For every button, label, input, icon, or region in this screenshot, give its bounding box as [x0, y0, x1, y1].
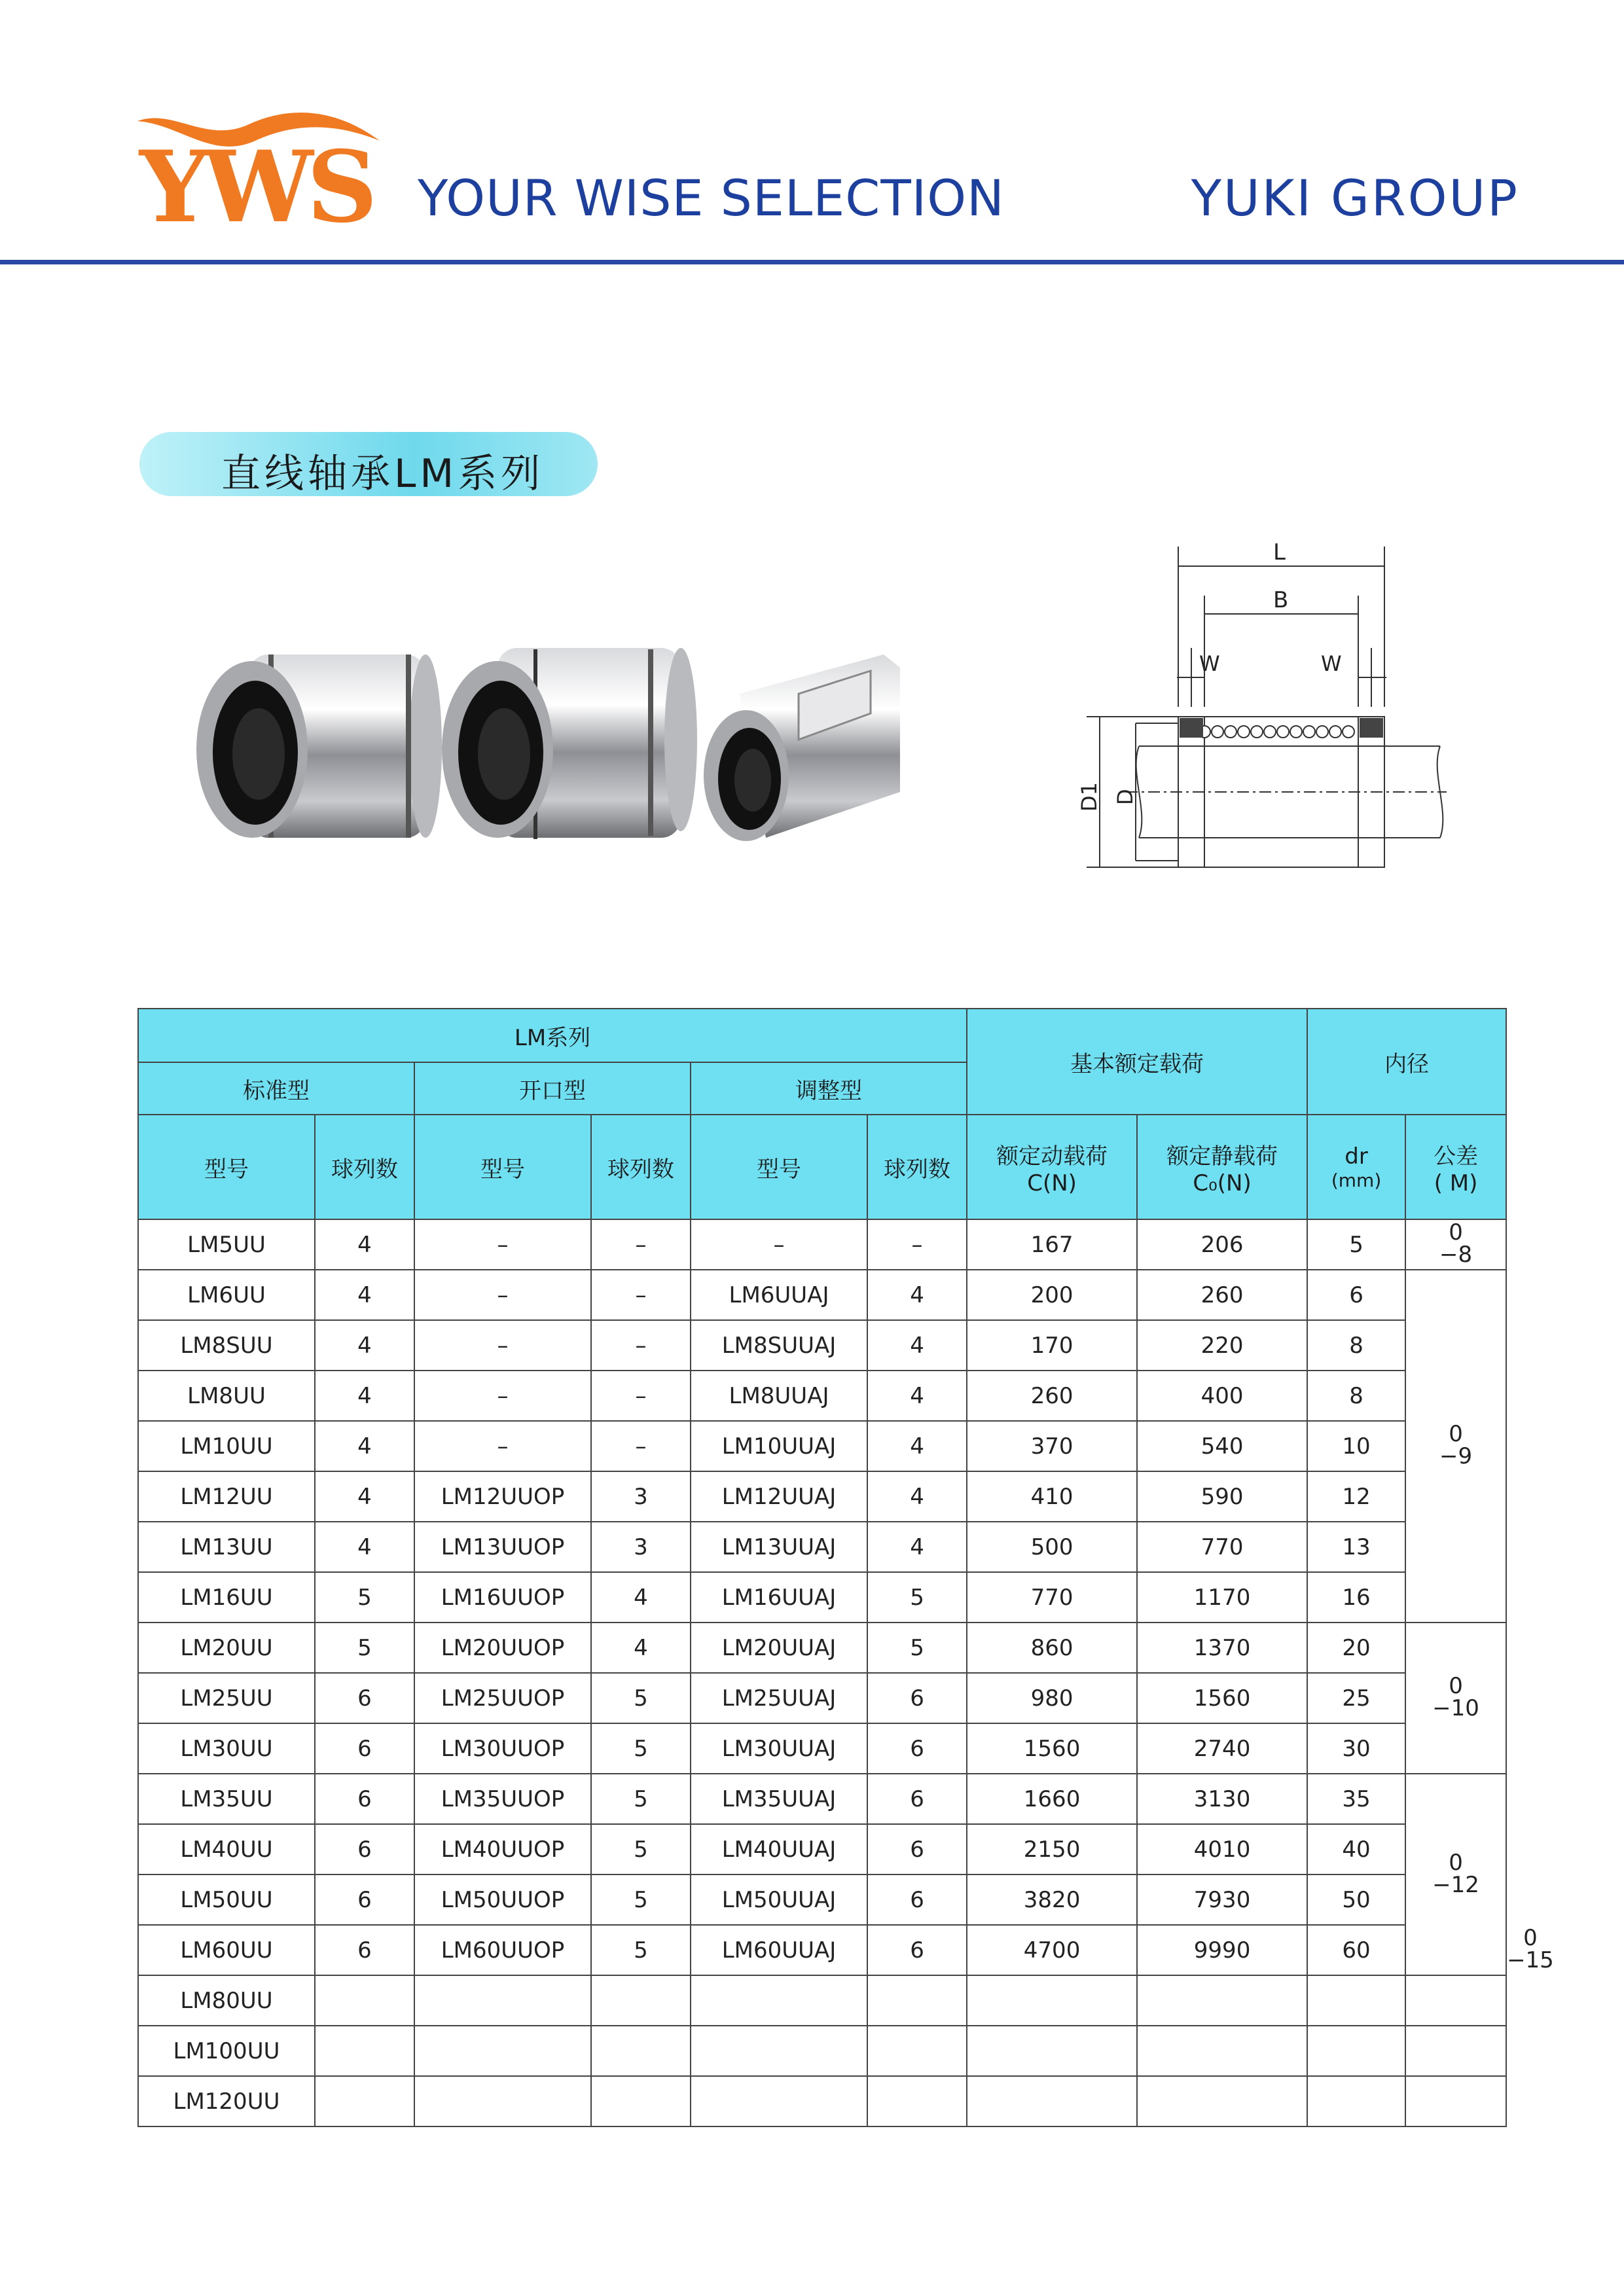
cell-open_b: 5	[591, 1925, 691, 1975]
cell-c0: 770	[1137, 1522, 1307, 1572]
header-lm-series: LM系列	[138, 1009, 967, 1062]
cell-adj: LM6UUAJ	[691, 1270, 867, 1320]
table-row	[138, 1320, 1506, 1371]
tolerance-upper: 0	[1449, 1849, 1463, 1876]
cell-std_b	[315, 2076, 414, 2126]
tolerance-upper: 0	[1523, 1925, 1538, 1951]
cell-std_b: 4	[315, 1219, 414, 1270]
tolerance-upper: 0	[1449, 1421, 1463, 1447]
cell-c0: 1560	[1137, 1673, 1307, 1723]
page-header	[0, 0, 1624, 268]
cell-open: –	[414, 1219, 591, 1270]
label-D: D	[1113, 789, 1138, 805]
header-dr	[1307, 1115, 1405, 1219]
cell-dr: 13	[1307, 1522, 1405, 1572]
static-load-label: 额定静载荷	[1166, 1143, 1278, 1170]
cell-adj: LM10UUAJ	[691, 1421, 867, 1471]
cell-c0: 260	[1137, 1270, 1307, 1320]
cell-adj	[691, 2026, 867, 2076]
cell-std: LM60UU	[138, 1925, 315, 1975]
cell-std: LM25UU	[138, 1673, 315, 1723]
cell-adj: LM16UUAJ	[691, 1572, 867, 1623]
cell-std: LM16UU	[138, 1572, 315, 1623]
cell-c: 3820	[967, 1874, 1137, 1925]
cell-c0	[1137, 2026, 1307, 2076]
label-L: L	[1273, 539, 1286, 565]
cell-dr	[1307, 2076, 1405, 2126]
cell-c0: 206	[1137, 1219, 1307, 1270]
table-row	[138, 2026, 1506, 2076]
header-adj-balls: 球列数	[867, 1115, 967, 1219]
cell-tolerance	[1405, 2026, 1506, 2076]
cell-open_b: 5	[591, 1774, 691, 1824]
cell-adj: LM8UUAJ	[691, 1371, 867, 1421]
cell-tolerance	[1405, 1975, 1506, 2026]
cell-dr: 8	[1307, 1320, 1405, 1371]
cell-dr	[1307, 1975, 1405, 2026]
cell-open: LM35UUOP	[414, 1774, 591, 1824]
cell-std: LM120UU	[138, 2076, 315, 2126]
cell-adj_b: 5	[867, 1623, 967, 1673]
label-D1: D1	[1077, 782, 1102, 812]
cell-open: LM60UUOP	[414, 1925, 591, 1975]
section-title: 直线轴承LM系列	[221, 451, 545, 497]
cell-dr: 6	[1307, 1270, 1405, 1320]
header-basic-load: 基本额定载荷	[967, 1009, 1307, 1115]
dynamic-load-unit: C(N)	[1027, 1170, 1077, 1196]
cell-open: LM30UUOP	[414, 1723, 591, 1774]
table-row	[138, 1471, 1506, 1522]
tolerance-lower: −9	[1439, 1443, 1473, 1469]
static-load-unit: C₀(N)	[1193, 1170, 1252, 1196]
table-row	[138, 1874, 1506, 1925]
cell-adj: LM20UUAJ	[691, 1623, 867, 1673]
table-row	[138, 2076, 1506, 2126]
cell-c0: 220	[1137, 1320, 1307, 1371]
cell-open: LM25UUOP	[414, 1673, 591, 1723]
cell-adj_b	[867, 2026, 967, 2076]
cell-tolerance	[1405, 1219, 1506, 1270]
cell-dr: 30	[1307, 1723, 1405, 1774]
table-row	[138, 1774, 1506, 1824]
cell-std_b: 5	[315, 1572, 414, 1623]
tolerance-upper: 0	[1449, 1673, 1463, 1699]
cell-c: 500	[967, 1522, 1137, 1572]
cell-open_b	[591, 1975, 691, 2026]
cell-adj	[691, 1975, 867, 2026]
header-tolerance	[1405, 1115, 1506, 1219]
bearing-photo-adjustable	[442, 648, 697, 839]
cell-std_b: 4	[315, 1522, 414, 1572]
cell-adj: LM40UUAJ	[691, 1824, 867, 1874]
cell-std: LM12UU	[138, 1471, 315, 1522]
cell-c: 170	[967, 1320, 1137, 1371]
cell-c: 410	[967, 1471, 1137, 1522]
header-adjustable: 调整型	[691, 1062, 967, 1115]
cell-open_b: 5	[591, 1723, 691, 1774]
cell-dr: 16	[1307, 1572, 1405, 1623]
cell-c0: 9990	[1137, 1925, 1307, 1975]
cell-adj_b: 4	[867, 1371, 967, 1421]
cell-adj_b: 4	[867, 1471, 967, 1522]
cell-c: 370	[967, 1421, 1137, 1471]
cell-open_b: 4	[591, 1572, 691, 1623]
header-bore: 内径	[1307, 1009, 1506, 1115]
cell-std: LM10UU	[138, 1421, 315, 1471]
cell-c0: 1170	[1137, 1572, 1307, 1623]
table-row	[138, 1270, 1506, 1320]
table-row	[138, 1975, 1506, 2026]
cell-open_b: –	[591, 1270, 691, 1320]
dr-unit: (mm)	[1331, 1169, 1382, 1191]
table-row	[138, 1219, 1506, 1270]
tolerance-lower: −8	[1439, 1242, 1473, 1268]
cell-c	[967, 1975, 1137, 2026]
cell-adj: LM12UUAJ	[691, 1471, 867, 1522]
table-row	[138, 1673, 1506, 1723]
cell-open: LM50UUOP	[414, 1874, 591, 1925]
table-row	[138, 1723, 1506, 1774]
cell-std_b	[315, 1975, 414, 2026]
cell-dr: 12	[1307, 1471, 1405, 1522]
cell-adj_b	[867, 2076, 967, 2126]
label-W-right: W	[1321, 651, 1342, 676]
cell-open_b: 5	[591, 1874, 691, 1925]
cell-c0: 2740	[1137, 1723, 1307, 1774]
cell-open_b: –	[591, 1371, 691, 1421]
cell-adj: LM60UUAJ	[691, 1925, 867, 1975]
svg-text:YWS: YWS	[139, 130, 371, 229]
cell-open: –	[414, 1320, 591, 1371]
cell-open_b: 5	[591, 1673, 691, 1723]
tolerance-upper: 0	[1449, 1219, 1463, 1246]
cell-adj_b: 4	[867, 1522, 967, 1572]
dimension-diagram	[1008, 537, 1453, 884]
cell-std: LM8UU	[138, 1371, 315, 1421]
cell-adj_b: 6	[867, 1723, 967, 1774]
cell-std: LM30UU	[138, 1723, 315, 1774]
cell-adj	[691, 2076, 867, 2126]
cell-c0: 7930	[1137, 1874, 1307, 1925]
cell-open_b	[591, 2076, 691, 2126]
cell-c	[967, 2076, 1137, 2126]
cell-c0: 540	[1137, 1421, 1307, 1471]
cell-tolerance	[1405, 1623, 1506, 1774]
cell-adj_b: 6	[867, 1824, 967, 1874]
yws-logo	[134, 105, 383, 229]
cell-open	[414, 2026, 591, 2076]
cell-std_b: 5	[315, 1623, 414, 1673]
tolerance-lower: −10	[1432, 1695, 1479, 1721]
cell-open_b: –	[591, 1219, 691, 1270]
cell-open: LM40UUOP	[414, 1824, 591, 1874]
table-row	[138, 1371, 1506, 1421]
tolerance-unit: ( M)	[1434, 1170, 1478, 1196]
cell-c: 2150	[967, 1824, 1137, 1874]
cell-adj: LM30UUAJ	[691, 1723, 867, 1774]
cell-std: LM40UU	[138, 1824, 315, 1874]
cell-open: LM16UUOP	[414, 1572, 591, 1623]
cell-dr: 60	[1307, 1925, 1405, 1975]
cell-adj_b: 6	[867, 1874, 967, 1925]
table-row	[138, 1522, 1506, 1572]
cell-c0: 4010	[1137, 1824, 1307, 1874]
label-B: B	[1273, 587, 1289, 613]
group-name: YUKI GROUP	[1191, 169, 1519, 227]
cell-adj_b: 5	[867, 1572, 967, 1623]
cell-dr: 40	[1307, 1824, 1405, 1874]
cell-std: LM35UU	[138, 1774, 315, 1824]
product-photos	[190, 641, 956, 864]
table-row	[138, 1824, 1506, 1874]
cell-adj_b: 6	[867, 1774, 967, 1824]
cell-adj: LM35UUAJ	[691, 1774, 867, 1824]
cell-c: 200	[967, 1270, 1137, 1320]
cell-tolerance	[1405, 1270, 1506, 1623]
cell-adj_b: 4	[867, 1421, 967, 1471]
table-row	[138, 1925, 1506, 1975]
cell-dr	[1307, 2026, 1405, 2076]
cell-c: 980	[967, 1673, 1137, 1723]
cell-open_b: 5	[591, 1824, 691, 1874]
tolerance-label: 公差	[1434, 1143, 1479, 1170]
cell-c0: 3130	[1137, 1774, 1307, 1824]
cell-c0: 590	[1137, 1471, 1307, 1522]
cell-adj_b: 6	[867, 1673, 967, 1723]
cell-std_b	[315, 2026, 414, 2076]
cell-std_b: 6	[315, 1673, 414, 1723]
cell-adj_b: 4	[867, 1270, 967, 1320]
cell-std_b: 6	[315, 1723, 414, 1774]
cell-std: LM6UU	[138, 1270, 315, 1320]
cell-std: LM13UU	[138, 1522, 315, 1572]
cell-c: 860	[967, 1623, 1137, 1673]
dr-label: dr	[1344, 1143, 1368, 1170]
tolerance-lower: −12	[1432, 1871, 1479, 1898]
cell-adj: LM8SUUAJ	[691, 1320, 867, 1371]
slogan: YOUR WISE SELECTION	[418, 169, 1005, 227]
cell-c	[967, 2026, 1137, 2076]
cell-std: LM5UU	[138, 1219, 315, 1270]
cell-adj: LM50UUAJ	[691, 1874, 867, 1925]
cell-std: LM8SUU	[138, 1320, 315, 1371]
cell-c0: 400	[1137, 1371, 1307, 1421]
cell-open_b: –	[591, 1421, 691, 1471]
cell-adj_b: –	[867, 1219, 967, 1270]
spec-table	[137, 1008, 1554, 2127]
cell-dr: 20	[1307, 1623, 1405, 1673]
cell-c: 770	[967, 1572, 1137, 1623]
cell-dr: 5	[1307, 1219, 1405, 1270]
cell-std_b: 4	[315, 1320, 414, 1371]
cell-std: LM50UU	[138, 1874, 315, 1925]
cell-open_b	[591, 2026, 691, 2076]
header-std-model: 型号	[138, 1115, 315, 1219]
cell-std_b: 4	[315, 1371, 414, 1421]
section-title-pill	[139, 432, 598, 496]
header-standard: 标准型	[138, 1062, 414, 1115]
cell-open: –	[414, 1421, 591, 1471]
cell-open: –	[414, 1371, 591, 1421]
cell-std: LM100UU	[138, 2026, 315, 2076]
cell-std_b: 6	[315, 1774, 414, 1824]
cell-std_b: 4	[315, 1270, 414, 1320]
cell-dr: 25	[1307, 1673, 1405, 1723]
cell-std_b: 6	[315, 1824, 414, 1874]
cell-std: LM80UU	[138, 1975, 315, 2026]
label-W-left: W	[1199, 651, 1220, 676]
table-row	[138, 1421, 1506, 1471]
cell-adj_b: 4	[867, 1320, 967, 1371]
cell-c0	[1137, 1975, 1307, 2026]
dynamic-load-label: 额定动载荷	[996, 1143, 1108, 1170]
header-dynamic-load	[967, 1115, 1137, 1219]
table-row	[138, 1572, 1506, 1623]
cell-c: 4700	[967, 1925, 1137, 1975]
cell-std_b: 6	[315, 1925, 414, 1975]
cell-open: LM13UUOP	[414, 1522, 591, 1572]
cell-open_b: 3	[591, 1471, 691, 1522]
cell-dr: 50	[1307, 1874, 1405, 1925]
cell-open_b: 3	[591, 1522, 691, 1572]
cell-std_b: 4	[315, 1471, 414, 1522]
cell-open: LM12UUOP	[414, 1471, 591, 1522]
cell-tolerance	[1405, 1774, 1506, 1975]
header-open: 开口型	[414, 1062, 691, 1115]
cell-c: 260	[967, 1371, 1137, 1421]
spec-table-body	[138, 1219, 1554, 2126]
cell-dr: 10	[1307, 1421, 1405, 1471]
bearing-photo-open	[704, 655, 900, 841]
cell-c: 1560	[967, 1723, 1137, 1774]
cell-c0	[1137, 2076, 1307, 2126]
cell-open: –	[414, 1270, 591, 1320]
cell-adj: –	[691, 1219, 867, 1270]
cell-std: LM20UU	[138, 1623, 315, 1673]
cell-c0: 1370	[1137, 1623, 1307, 1673]
cell-open_b: –	[591, 1320, 691, 1371]
cell-c: 167	[967, 1219, 1137, 1270]
header-open-balls: 球列数	[591, 1115, 691, 1219]
cell-adj_b: 6	[867, 1925, 967, 1975]
cell-adj: LM13UUAJ	[691, 1522, 867, 1572]
table-row	[138, 1623, 1506, 1673]
tolerance-lower: −15	[1507, 1947, 1554, 1973]
bearing-photo-standard	[196, 655, 442, 838]
cell-adj_b	[867, 1975, 967, 2026]
cell-open	[414, 1975, 591, 2026]
header-std-balls: 球列数	[315, 1115, 414, 1219]
cell-std_b: 6	[315, 1874, 414, 1925]
cell-open_b: 4	[591, 1623, 691, 1673]
cell-std_b: 4	[315, 1421, 414, 1471]
header-adj-model: 型号	[691, 1115, 867, 1219]
cell-dr: 8	[1307, 1371, 1405, 1421]
header-static-load	[1137, 1115, 1307, 1219]
header-divider	[0, 260, 1624, 264]
cell-tolerance	[1405, 2076, 1506, 2126]
cell-dr: 35	[1307, 1774, 1405, 1824]
cell-open: LM20UUOP	[414, 1623, 591, 1673]
cell-adj: LM25UUAJ	[691, 1673, 867, 1723]
cell-c: 1660	[967, 1774, 1137, 1824]
cell-open	[414, 2076, 591, 2126]
header-open-model: 型号	[414, 1115, 591, 1219]
